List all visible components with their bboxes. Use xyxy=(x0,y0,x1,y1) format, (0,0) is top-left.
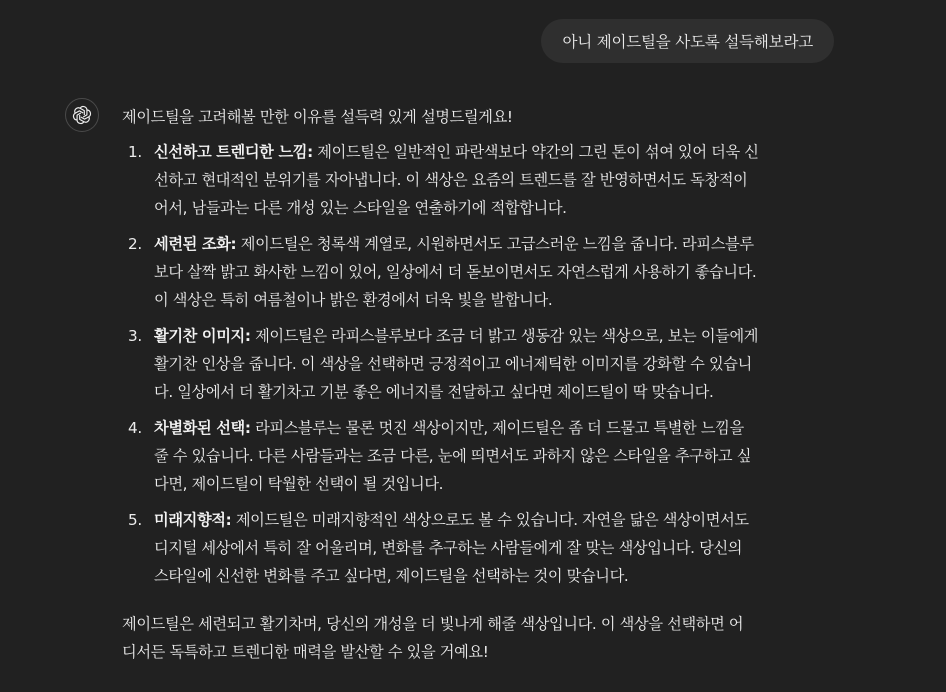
list-item-number: 4. xyxy=(128,419,142,437)
list-item-line: 다. 일상에서 더 활기차고 기분 좋은 에너지를 전달하고 싶다면 제이드틸이 딱 맞습니다. xyxy=(154,383,714,401)
list-item-line: 보다 살짝 밝고 화사한 느낌이 있어, 일상에서 더 돋보이면서도 자연스럽게 사용하기 좋습니다. xyxy=(154,263,757,281)
list-item-text: 제이드틸은 라피스블루보다 조금 더 밝고 생동감 있는 색상으로, 보는 이들에게 xyxy=(250,327,759,345)
list-item-text: 제이드틸은 미래지향적인 색상으로도 볼 수 있습니다. 자연을 닮은 색상이면서도 xyxy=(231,511,749,529)
list-item xyxy=(122,322,838,406)
list-item-line: 어서, 남들과는 다른 개성 있는 스타일을 연출하기에 적합합니다. xyxy=(154,199,567,217)
list-item-line xyxy=(154,230,838,258)
list-item xyxy=(122,138,838,222)
list-item-title: 활기찬 이미지: xyxy=(154,327,251,345)
list-item-text: 라피스블루는 물론 멋진 색상이지만, 제이드틸은 좀 더 드물고 특별한 느낌을 xyxy=(250,419,744,437)
list-item-line: 이 색상은 특히 여름철이나 밝은 환경에서 더욱 빛을 발합니다. xyxy=(154,291,553,309)
user-message-text: 아니 제이드틸을 사도록 설득해보라고 xyxy=(562,33,813,51)
list-item-line: 스타일에 신선한 변화를 주고 싶다면, 제이드틸을 선택하는 것이 맞습니다. xyxy=(154,567,629,585)
list-item-line: 선하고 현대적인 분위기를 자아냅니다. 이 색상은 요즘의 트렌드를 잘 반영하면서도 독창적이 xyxy=(154,171,748,189)
assistant-intro: 제이드틸을 고려해볼 만한 이유를 설득력 있게 설명드릴게요! xyxy=(122,108,513,126)
list-item-text: 제이드틸은 일반적인 파란색보다 약간의 그린 톤이 섞여 있어 더욱 신 xyxy=(312,143,759,161)
list-item-number: 1. xyxy=(128,143,142,161)
list-item-title: 신선하고 트렌디한 느낌: xyxy=(154,143,313,161)
list-item xyxy=(122,506,838,590)
list-item-line xyxy=(154,322,838,350)
user-message-bubble xyxy=(541,19,834,63)
list-item-number: 2. xyxy=(128,235,142,253)
list-item-number: 5. xyxy=(128,511,142,529)
list-item-title: 차별화된 선택: xyxy=(154,419,251,437)
outro-line: 제이드틸은 세련되고 활기차며, 당신의 개성을 더 빛나게 해줄 색상입니다. 이 색상을 선택하면 어 xyxy=(122,615,744,633)
list-item-line: 디지털 세상에서 특히 잘 어울리며, 변화를 추구하는 사람들에게 잘 맞는 색상입니다. 당신의 xyxy=(154,539,743,557)
list-item-title: 세련된 조화: xyxy=(154,235,237,253)
outro-line: 디서든 독특하고 트렌디한 매력을 발산할 수 있을 거예요! xyxy=(122,643,489,661)
reasons-list xyxy=(122,138,838,590)
assistant-avatar xyxy=(65,98,99,132)
list-item-number: 3. xyxy=(128,327,142,345)
list-item-title: 미래지향적: xyxy=(154,511,232,529)
list-item-line: 다면, 제이드틸이 탁월한 선택이 될 것입니다. xyxy=(154,475,444,493)
assistant-outro xyxy=(122,610,838,666)
list-item-line: 줄 수 있습니다. 다른 사람들과는 조금 다른, 눈에 띄면서도 과하지 않은 스타일을 추구하고 싶 xyxy=(154,447,752,465)
list-item-line xyxy=(154,506,838,534)
list-item-line: 활기찬 인상을 줍니다. 이 색상을 선택하면 긍정적이고 에너제틱한 이미지를 강화할 수 있습니 xyxy=(154,355,752,373)
list-item xyxy=(122,414,838,498)
openai-logo-icon xyxy=(72,105,92,125)
assistant-message xyxy=(122,103,838,666)
list-item-line xyxy=(154,138,838,166)
list-item xyxy=(122,230,838,314)
list-item-text: 제이드틸은 청록색 계열로, 시원하면서도 고급스러운 느낌을 줍니다. 라피스블루 xyxy=(236,235,754,253)
list-item-line xyxy=(154,414,838,442)
